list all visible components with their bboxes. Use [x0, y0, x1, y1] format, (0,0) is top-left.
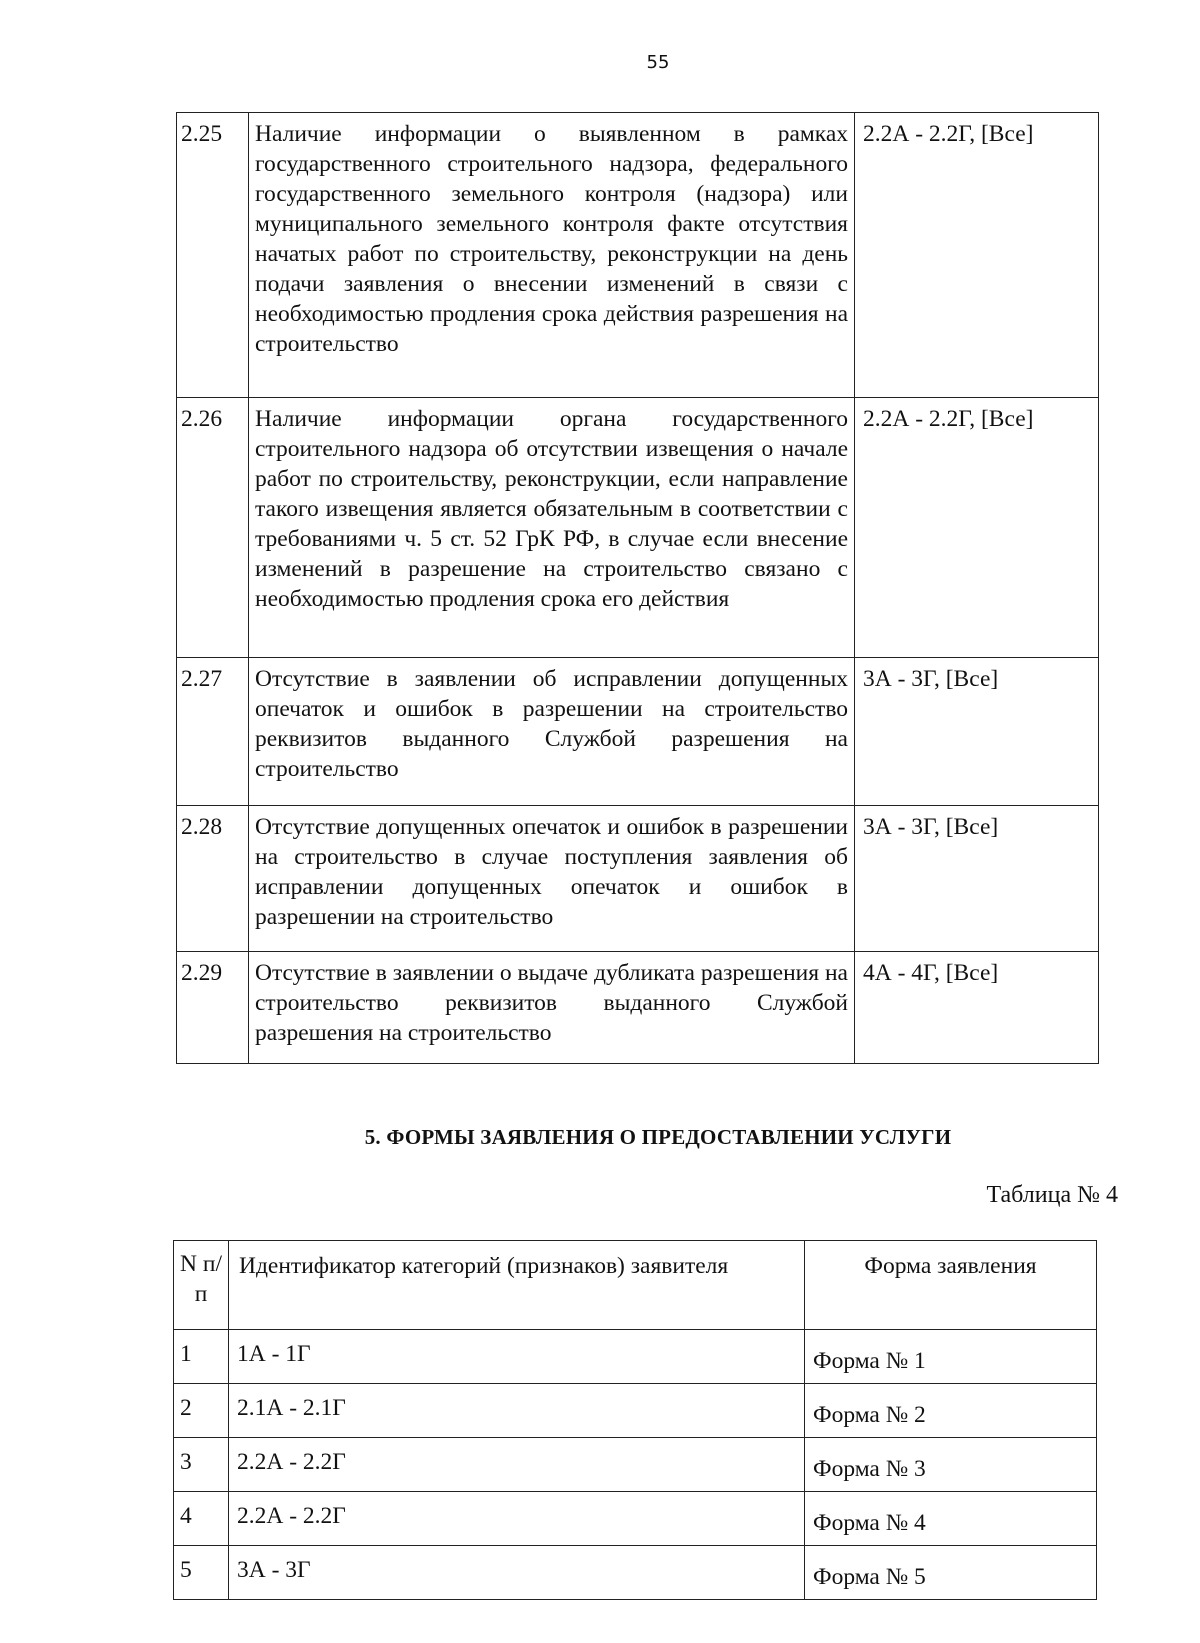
- row-identifier: 2.2А - 2.2Г: [229, 1492, 805, 1546]
- row-number: 2.26: [177, 398, 249, 658]
- row-category-code: 2.2А - 2.2Г, [Все]: [855, 398, 1099, 658]
- row-category-code: 4А - 4Г, [Все]: [855, 952, 1099, 1064]
- row-description: Отсутствие в заявлении об исправлении допущенных опечаток и ошибок в разрешении на строительство реквизитов выданного Службой разрешения на строительство: [249, 658, 855, 806]
- row-identifier: 1А - 1Г: [229, 1330, 805, 1384]
- header-identifier: Идентификатор категорий (признаков) заявителя: [229, 1241, 805, 1330]
- row-number: 4: [174, 1492, 229, 1546]
- table-row: [177, 806, 1099, 952]
- row-category-code: 3А - 3Г, [Все]: [855, 806, 1099, 952]
- row-number: 2.25: [177, 113, 249, 398]
- header-number: N п/п: [174, 1241, 229, 1330]
- table-row: [177, 113, 1099, 398]
- table-row: [174, 1546, 1097, 1600]
- row-description: Отсутствие в заявлении о выдаче дубликата разрешения на строительство реквизитов выданного Службой разрешения на строительство: [249, 952, 855, 1064]
- criteria-table: [176, 112, 1099, 1064]
- row-description: Отсутствие допущенных опечаток и ошибок в разрешении на строительство в случае поступления заявления об исправлении допущенных опечаток и ошибок в разрешении на строительство: [249, 806, 855, 952]
- row-category-code: 2.2А - 2.2Г, [Все]: [855, 113, 1099, 398]
- row-number: 1: [174, 1330, 229, 1384]
- row-description: Наличие информации о выявленном в рамках государственного строительного надзора, федерального государственного земельного контроля (надзора) или муниципального земельного контроля факте отсутствия начатых работ по строительству, реконструкции на день подачи заявления о внесении изменений в связи с необходимостью продления срока действия разрешения на строительство: [249, 113, 855, 398]
- table-header-row: [174, 1241, 1097, 1330]
- table-caption: Таблица № 4: [986, 1182, 1118, 1208]
- table-row: [177, 952, 1099, 1064]
- row-form: Форма № 5: [805, 1546, 1097, 1600]
- section-title: 5. ФОРМЫ ЗАЯВЛЕНИЯ О ПРЕДОСТАВЛЕНИИ УСЛУГИ: [364, 1125, 952, 1149]
- table-row: [174, 1492, 1097, 1546]
- table-row: [174, 1438, 1097, 1492]
- row-form: Форма № 1: [805, 1330, 1097, 1384]
- row-identifier: 2.2А - 2.2Г: [229, 1438, 805, 1492]
- row-number: 2.29: [177, 952, 249, 1064]
- row-number: 3: [174, 1438, 229, 1492]
- forms-table: [173, 1240, 1097, 1600]
- row-identifier: 3А - 3Г: [229, 1546, 805, 1600]
- row-number: 2.28: [177, 806, 249, 952]
- table-row: [174, 1384, 1097, 1438]
- table-row: [174, 1330, 1097, 1384]
- row-form: Форма № 2: [805, 1384, 1097, 1438]
- row-number: 5: [174, 1546, 229, 1600]
- row-form: Форма № 3: [805, 1438, 1097, 1492]
- row-form: Форма № 4: [805, 1492, 1097, 1546]
- row-description: Наличие информации органа государственного строительного надзора об отсутствии извещения о начале работ по строительству, реконструкции, если направление такого извещения является обязательным в соответствии с требованиями ч. 5 ст. 52 ГрК РФ, в случае если внесение изменений в разрешение на строительство связано с необходимостью продления срока его действия: [249, 398, 855, 658]
- row-number: 2.27: [177, 658, 249, 806]
- row-identifier: 2.1А - 2.1Г: [229, 1384, 805, 1438]
- row-category-code: 3А - 3Г, [Все]: [855, 658, 1099, 806]
- row-number: 2: [174, 1384, 229, 1438]
- header-form: Форма заявления: [805, 1241, 1097, 1330]
- table-row: [177, 398, 1099, 658]
- table-row: [177, 658, 1099, 806]
- page-number: 55: [646, 52, 670, 73]
